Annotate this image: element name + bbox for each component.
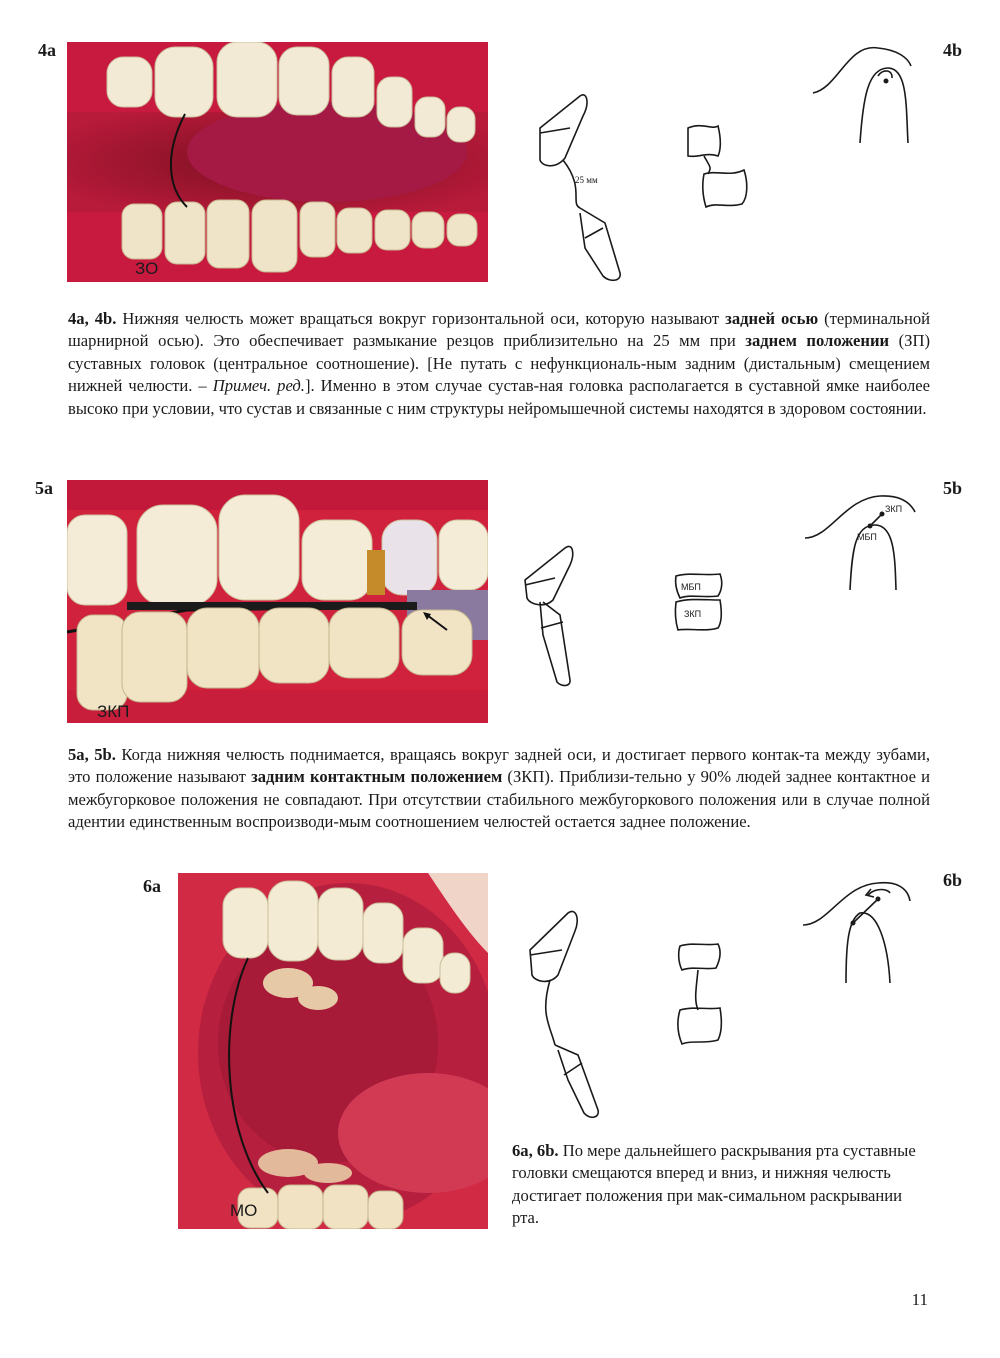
caption-6-figref: 6a, 6b.	[512, 1141, 559, 1160]
caption-4-term-2: заднем положении	[745, 331, 890, 351]
caption-4-term-1: задней осью	[725, 309, 819, 328]
molar-label-bottom: ЗКП	[684, 609, 702, 619]
caption-4-text-3: (ЗП) суставных головок (центральное соотношение). [Не путать с нефункциональ-ным задним (дистальным) смещением нижней челюсти. –	[68, 331, 930, 396]
diagram-5b-molars	[670, 570, 730, 635]
caption-5	[68, 744, 930, 834]
photo-4a-teeth	[67, 42, 488, 282]
caption-4-editor-note: Примеч. ред.	[212, 376, 305, 396]
caption-6-text-1: По мере дальнейшего раскрывания рта суставные головки смещаются вперед и вниз, и нижняя челюсть достигает положения при мак-симальном раскрывании рта.	[512, 1141, 916, 1228]
page-number: 11	[911, 1290, 928, 1309]
caption-4-text-2: (терминальной шарнирной осью). Это обеспечивает размыкание резцов приблизительно на 25 мм при	[68, 309, 930, 351]
caption-4	[68, 308, 930, 420]
photo-6a-open-mouth	[178, 873, 488, 1229]
caption-6	[512, 1140, 922, 1230]
photo-5a-teeth	[67, 480, 488, 723]
caption-4-figref: 4a, 4b.	[68, 309, 117, 328]
diagram-4b-condyle	[808, 38, 918, 148]
figure-6b-label: 6b	[943, 870, 963, 890]
caption-4-text-4: ]. Именно в этом случае сустав-ная головка располагается в суставной ямке наиболее высоко при условии, что сустав и связанные с ним структуры нейромышечной системы находятся в здоровом состоянии.	[68, 376, 930, 418]
caption-5-term-1: задним контактным положением	[251, 767, 503, 787]
caption-5-text-2: (ЗКП). Приблизи-тельно у 90% людей заднее контактное и межбугорковое положения не совпадают. При отсутствии стабильного межбугоркового положения или в случае полной адентии единственным воспроизводи-мым соотношением челюстей остается заднее положение.	[68, 767, 930, 832]
molar-label-top: МБП	[681, 582, 701, 592]
diagram-6b-condyle	[798, 875, 918, 985]
caption-4-text-1: Нижняя челюсть может вращаться вокруг горизонтальной оси, которую называют	[116, 309, 726, 328]
diagram-4b-incisors	[525, 88, 635, 288]
figure-6a-label: 6a	[143, 876, 161, 896]
diagram-4b-molars	[682, 122, 757, 217]
distance-label: 25 мм	[575, 175, 598, 185]
photo-6a-label: МО	[230, 1201, 258, 1220]
diagram-6b-incisors	[520, 905, 620, 1125]
photo-5a-label: ЗКП	[97, 702, 130, 721]
caption-5-figref: 5a, 5b.	[68, 745, 116, 764]
figure-5b-label: 5b	[943, 478, 963, 498]
figure-4b-label: 4b	[943, 40, 963, 60]
caption-5-text-1: Когда нижняя челюсть поднимается, вращаясь вокруг задней оси, и достигает первого контак-та между зубами, это положение называют	[68, 745, 930, 787]
diagram-6b-molars	[672, 940, 732, 1055]
diagram-5b-condyle	[800, 490, 930, 600]
figure-5a-label: 5a	[35, 478, 53, 498]
photo-4a-label: ЗО	[135, 259, 159, 278]
condyle-label-bottom: МБП	[857, 532, 877, 542]
condyle-label-top: ЗКП	[885, 504, 903, 514]
diagram-5b-incisors	[515, 540, 595, 690]
figure-4a-label: 4a	[38, 40, 56, 60]
